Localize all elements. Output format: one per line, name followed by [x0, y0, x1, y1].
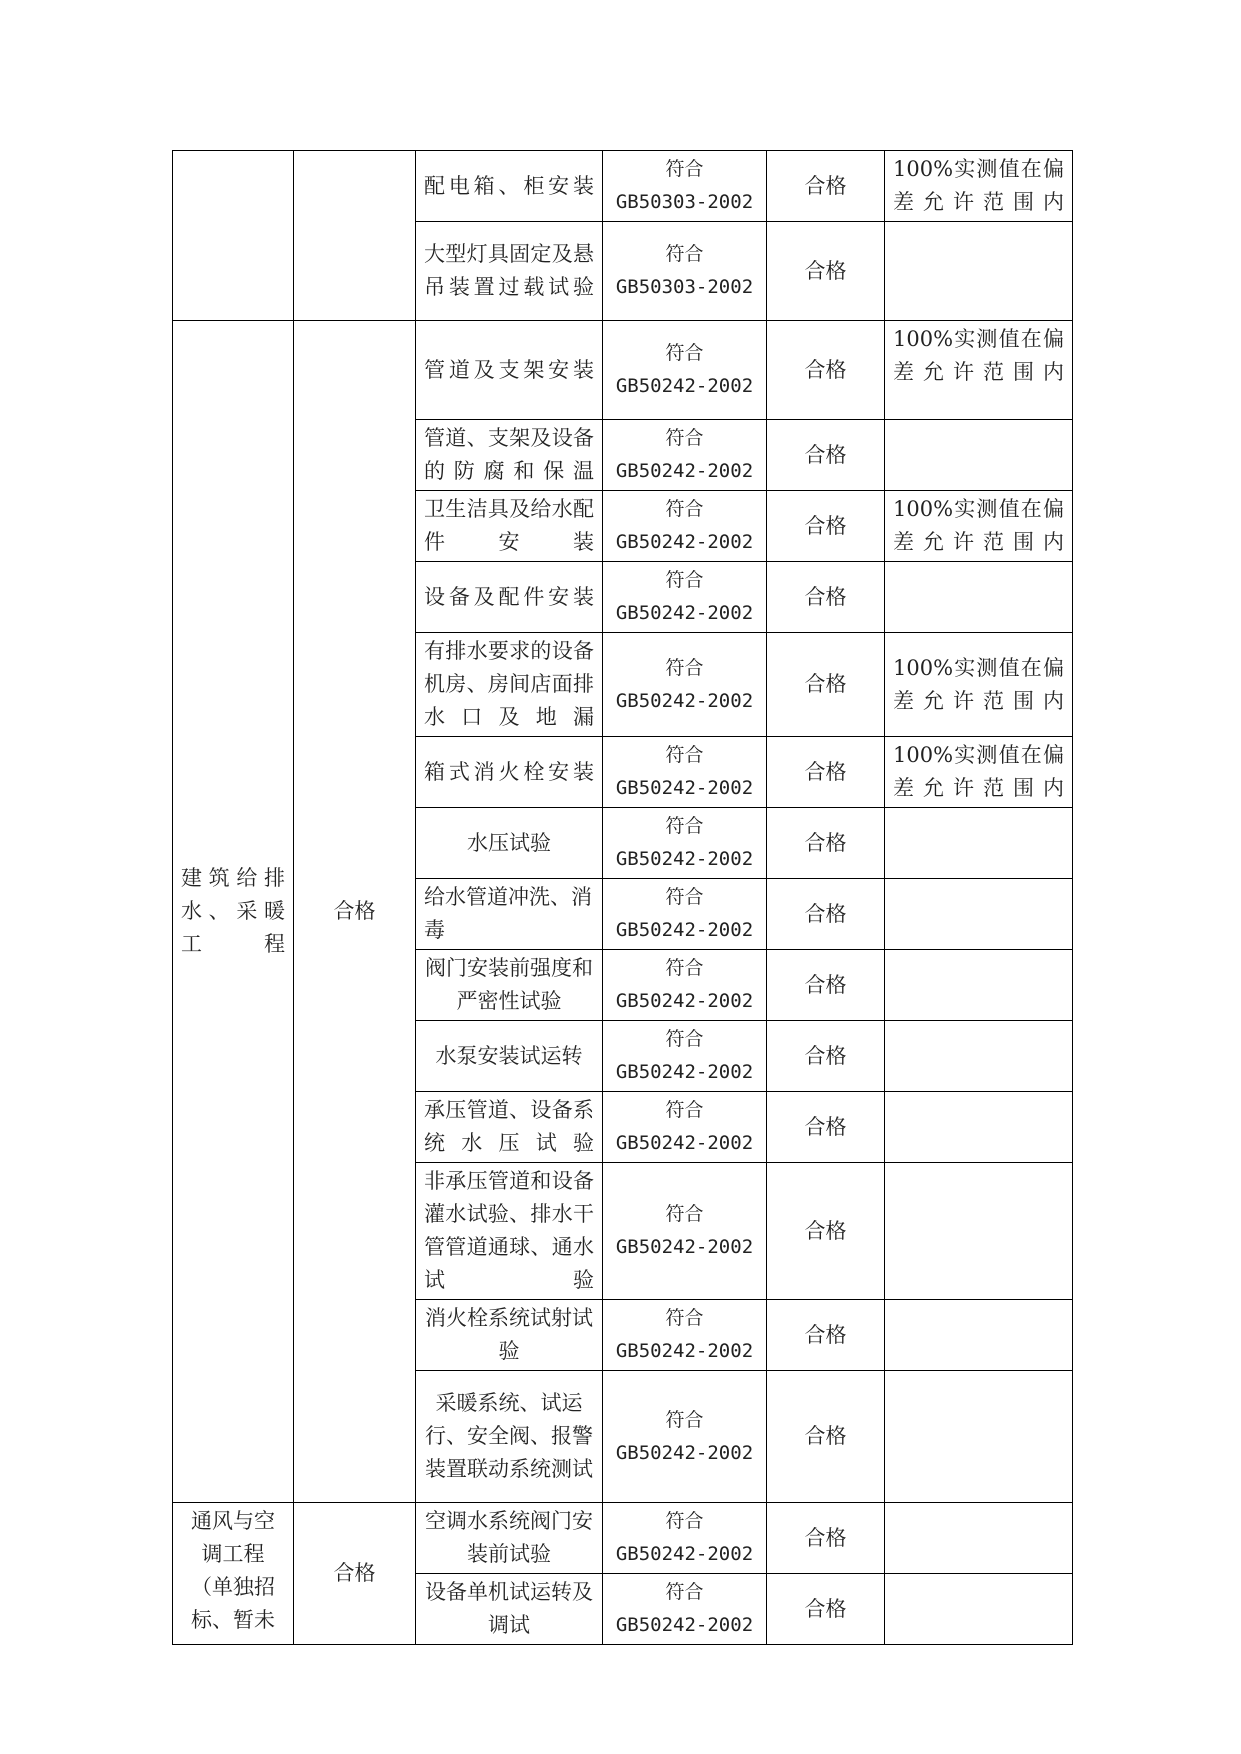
standard-cell [603, 1092, 767, 1163]
verdict-cell: 合格 [767, 151, 885, 222]
standard-code: GB50242-2002 [615, 990, 754, 1012]
item-cell: 管道、支架及设备的防腐和保温 [416, 420, 603, 491]
result-cell: 合格 [294, 321, 416, 1503]
verdict-cell: 合格 [767, 1371, 885, 1503]
standard-code: GB50242-2002 [615, 1236, 754, 1258]
standard-code: GB50242-2002 [615, 848, 754, 870]
standard-code: GB50242-2002 [615, 1543, 754, 1565]
remark-cell [885, 950, 1073, 1021]
item-cell: 水泵安装试运转 [416, 1021, 603, 1092]
standard-cell [603, 737, 767, 808]
standard-code: GB50242-2002 [615, 1061, 754, 1083]
standard-code: GB50242-2002 [615, 919, 754, 941]
standard-conform-label: 符合 [665, 1099, 704, 1121]
standard-conform-label: 符合 [665, 1307, 704, 1329]
standard-conform-label: 符合 [665, 1408, 704, 1431]
standard-cell [603, 950, 767, 1021]
remark-cell: 100%实测值在偏差允许范围内 [885, 151, 1073, 222]
item-cell: 管道及支架安装 [416, 321, 603, 420]
standard-code: GB50242-2002 [615, 460, 754, 482]
item-cell: 有排水要求的设备机房、房间店面排水口及地漏 [416, 633, 603, 737]
table-row [173, 1503, 1073, 1574]
standard-code: GB50242-2002 [615, 602, 754, 624]
standard-conform-label: 符合 [665, 427, 704, 449]
standard-conform-label: 符合 [665, 815, 704, 837]
standard-code: GB50242-2002 [615, 777, 754, 799]
standard-conform-label: 符合 [665, 744, 704, 766]
standard-conform-label: 符合 [665, 498, 704, 520]
verdict-cell: 合格 [767, 222, 885, 321]
standard-conform-label: 符合 [665, 957, 704, 979]
category-cell [173, 151, 294, 321]
inspection-table [172, 150, 1073, 1645]
item-cell: 设备及配件安装 [416, 562, 603, 633]
standard-cell [603, 1300, 767, 1371]
standard-code: GB50242-2002 [615, 1340, 754, 1362]
verdict-cell: 合格 [767, 737, 885, 808]
standard-conform-label: 符合 [665, 1203, 704, 1225]
standard-conform-label: 符合 [665, 1510, 704, 1532]
verdict-cell: 合格 [767, 950, 885, 1021]
category-cell: 通风与空调工程（单独招标、暂未 [173, 1503, 294, 1645]
result-cell [294, 151, 416, 321]
remark-cell [885, 1300, 1073, 1371]
remark-cell [885, 1503, 1073, 1574]
verdict-cell: 合格 [767, 808, 885, 879]
item-cell: 非承压管道和设备灌水试验、排水干管管道通球、通水试验 [416, 1163, 603, 1300]
standard-cell [603, 1371, 767, 1503]
verdict-cell: 合格 [767, 633, 885, 737]
item-cell: 卫生洁具及给水配件安装 [416, 491, 603, 562]
standard-cell [603, 562, 767, 633]
verdict-cell: 合格 [767, 1021, 885, 1092]
standard-cell [603, 420, 767, 491]
standard-cell [603, 1021, 767, 1092]
standard-conform-label: 符合 [665, 886, 704, 908]
remark-cell [885, 420, 1073, 491]
item-cell: 大型灯具固定及悬吊装置过载试验 [416, 222, 603, 321]
remark-cell: 100%实测值在偏差允许范围内 [885, 633, 1073, 737]
standard-code: GB50242-2002 [615, 531, 754, 553]
verdict-cell: 合格 [767, 879, 885, 950]
item-cell: 阀门安装前强度和严密性试验 [416, 950, 603, 1021]
standard-conform-label: 符合 [665, 158, 704, 180]
standard-cell [603, 321, 767, 420]
verdict-cell: 合格 [767, 1503, 885, 1574]
standard-conform-label: 符合 [665, 569, 704, 591]
remark-cell: 100%实测值在偏差允许范围内 [885, 321, 1073, 420]
verdict-cell: 合格 [767, 321, 885, 420]
remark-cell [885, 1163, 1073, 1300]
item-cell: 水压试验 [416, 808, 603, 879]
remark-cell [885, 879, 1073, 950]
standard-code: GB50242-2002 [615, 689, 754, 712]
table-row [173, 321, 1073, 420]
standard-code: GB50242-2002 [615, 1441, 754, 1464]
item-cell: 配电箱、柜安装 [416, 151, 603, 222]
verdict-cell: 合格 [767, 420, 885, 491]
remark-cell: 100%实测值在偏差允许范围内 [885, 491, 1073, 562]
standard-cell [603, 1574, 767, 1645]
standard-cell [603, 1503, 767, 1574]
remark-cell [885, 1574, 1073, 1645]
verdict-cell: 合格 [767, 491, 885, 562]
item-cell: 空调水系统阀门安装前试验 [416, 1503, 603, 1574]
item-cell: 箱式消火栓安装 [416, 737, 603, 808]
standard-conform-label: 符合 [665, 243, 704, 265]
remark-cell [885, 1371, 1073, 1503]
verdict-cell: 合格 [767, 1300, 885, 1371]
item-cell: 给水管道冲洗、消毒 [416, 879, 603, 950]
verdict-cell: 合格 [767, 562, 885, 633]
result-cell: 合格 [294, 1503, 416, 1645]
standard-cell [603, 491, 767, 562]
standard-cell [603, 879, 767, 950]
standard-conform-label: 符合 [665, 656, 704, 679]
standard-code: GB50242-2002 [615, 1614, 754, 1636]
standard-code: GB50242-2002 [615, 375, 754, 397]
table-row [173, 151, 1073, 222]
verdict-cell: 合格 [767, 1574, 885, 1645]
remark-cell [885, 808, 1073, 879]
remark-cell [885, 562, 1073, 633]
standard-conform-label: 符合 [665, 1581, 704, 1603]
remark-cell [885, 222, 1073, 321]
standard-code: GB50303-2002 [615, 276, 754, 298]
item-cell: 承压管道、设备系统水压试验 [416, 1092, 603, 1163]
standard-code: GB50242-2002 [615, 1132, 754, 1154]
remark-cell: 100%实测值在偏差允许范围内 [885, 737, 1073, 808]
verdict-cell: 合格 [767, 1092, 885, 1163]
standard-cell [603, 1163, 767, 1300]
standard-conform-label: 符合 [665, 342, 704, 364]
category-cell: 建筑给排水、采暖工程 [173, 321, 294, 1503]
standard-cell [603, 151, 767, 222]
remark-cell [885, 1021, 1073, 1092]
item-cell: 设备单机试运转及调试 [416, 1574, 603, 1645]
standard-code: GB50303-2002 [615, 191, 754, 213]
standard-conform-label: 符合 [665, 1028, 704, 1050]
verdict-cell: 合格 [767, 1163, 885, 1300]
item-cell: 采暖系统、试运行、安全阀、报警装置联动系统测试 [416, 1371, 603, 1503]
remark-cell [885, 1092, 1073, 1163]
standard-cell [603, 808, 767, 879]
item-cell: 消火栓系统试射试验 [416, 1300, 603, 1371]
standard-cell [603, 222, 767, 321]
standard-cell [603, 633, 767, 737]
